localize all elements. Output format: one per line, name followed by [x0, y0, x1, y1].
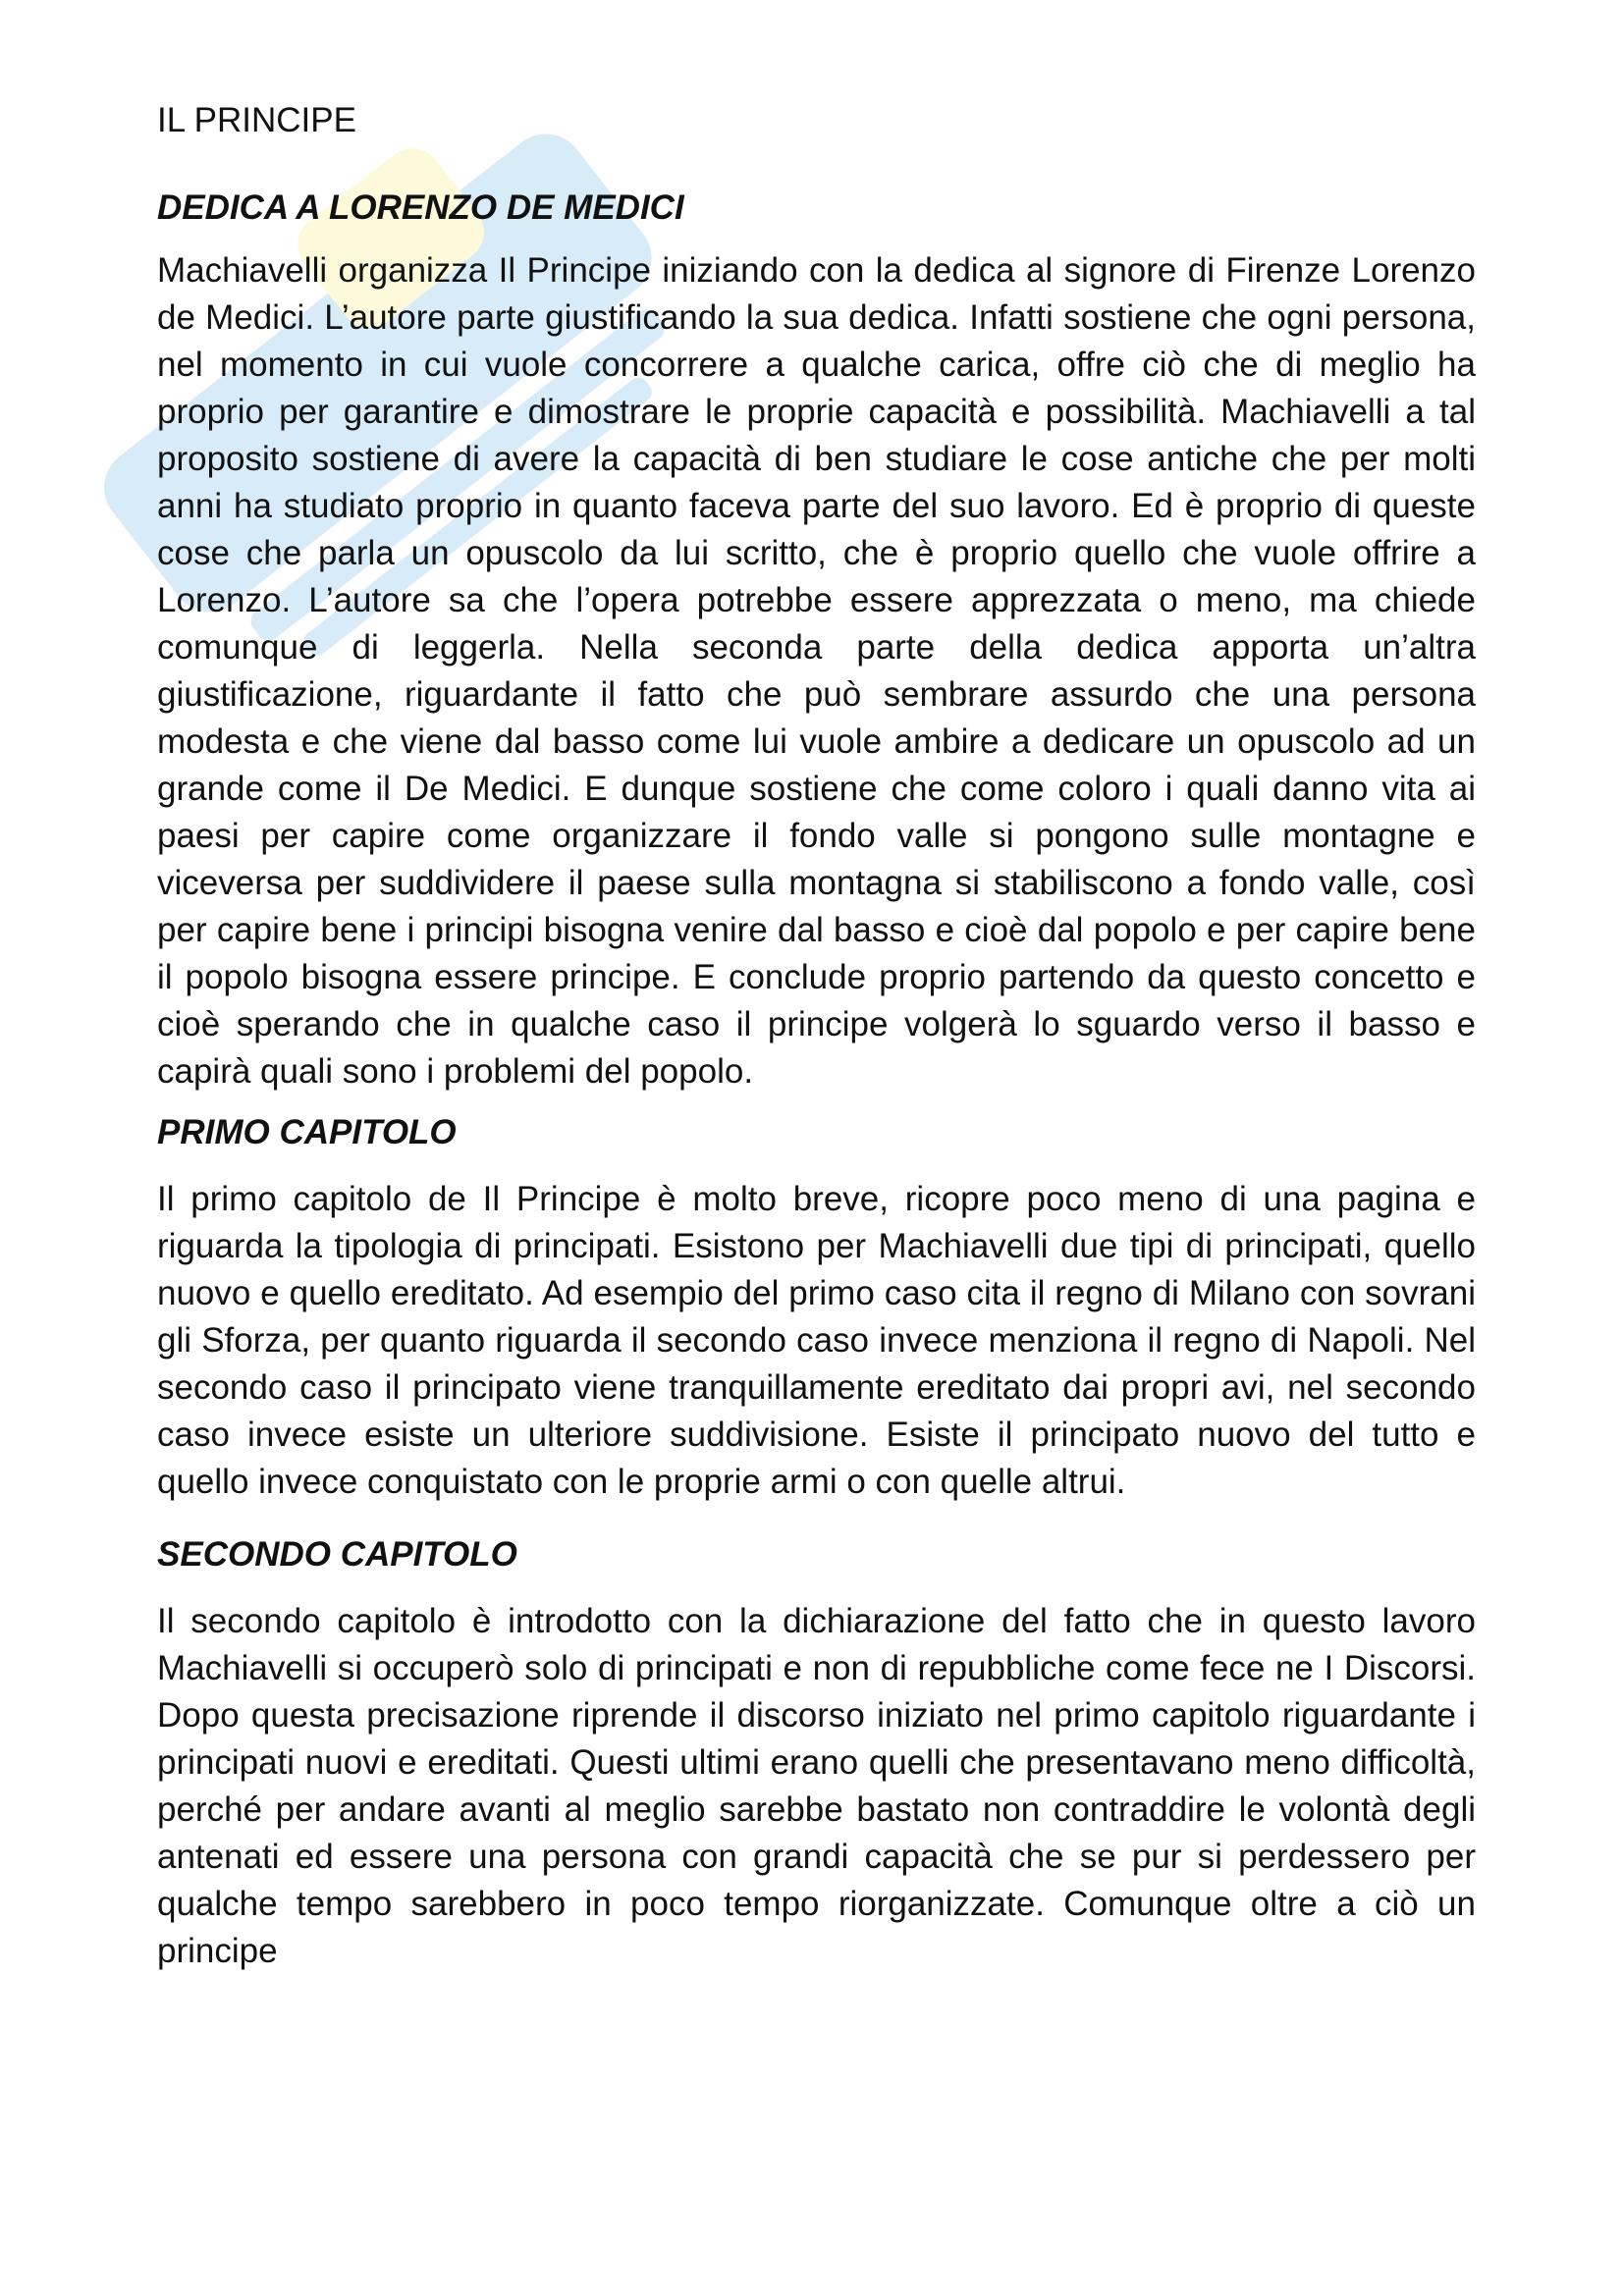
section-heading: SECONDO CAPITOLO — [157, 1535, 517, 1574]
section-dedica — [157, 183, 1476, 1095]
section-heading: PRIMO CAPITOLO — [157, 1113, 457, 1151]
section-primo-capitolo — [157, 1107, 1476, 1506]
section-heading: DEDICA A LORENZO DE MEDICI — [157, 188, 684, 227]
section-secondo-capitolo — [157, 1529, 1476, 1975]
section-paragraph: Machiavelli organizza Il Principe iniziando con la dedica al signore di Firenze Lorenzo de Medici. L’autore parte giustificando la sua dedica. Infatti sostiene che ogni persona, nel momento in cui vuole concorrere a qualche carica, offre ciò che di meglio ha proprio per garantire e dimostrare le proprie capacità e possibilità. Machiavelli a tal proposito sostiene di avere la capacità di ben studiare le cose antiche che per molti anni ha studiato proprio in quanto faceva parte del suo lavoro. Ed è proprio di queste cose che parla un opuscolo da lui scritto, che è proprio quello che vuole offrire a Lorenzo. L’autore sa che l’opera potrebbe essere apprezzata o meno, ma chiede comunque di leggerla. Nella seconda parte della dedica apporta un’altra giustificazione, riguardante il fatto che può sembrare assurdo che una persona modesta e che viene dal basso come lui vuole ambire a dedicare un opuscolo ad un grande come il De Medici. E dunque sostiene che come coloro i quali danno vita ai paesi per capire come organizzare il fondo valle si pongono sulle montagne e viceversa per suddividere il paese sulla montagna si stabiliscono a fondo valle, così per capire bene i principi bisogna venire dal basso e cioè dal popolo e per capire bene il popolo bisogna essere principe. E conclude proprio partendo da questo concetto e cioè sperando che in qualche caso il principe volgerà lo sguardo verso il basso e capirà quali sono i problemi del popolo. — [157, 251, 1476, 1091]
document-page — [157, 94, 1476, 1975]
section-paragraph: Il primo capitolo de Il Principe è molto breve, ricopre poco meno di una pagina e riguarda la tipologia di principati. Esistono per Machiavelli due tipi di principati, quello nuovo e quello ereditato. Ad esempio del primo caso cita il regno di Milano con sovrani gli Sforza, per quanto riguarda il secondo caso invece menziona il regno di Napoli. Nel secondo caso il principato viene tranquillamente ereditato dai propri avi, nel secondo caso invece esiste un ulteriore suddivisione. Esiste il principato nuovo del tutto e quello invece conquistato con le proprie armi o con quelle altrui. — [157, 1180, 1476, 1501]
document-title: IL PRINCIPE — [157, 101, 356, 139]
section-paragraph: Il secondo capitolo è introdotto con la dichiarazione del fatto che in questo lavoro Machiavelli si occuperò solo di principati e non di repubbliche come fece ne I Discorsi. Dopo questa precisazione riprende il discorso iniziato nel primo capitolo riguardante i principati nuovi e ereditati. Questi ultimi erano quelli che presentavano meno difficoltà, perché per andare avanti al meglio sarebbe bastato non contraddire le volontà degli antenati ed essere una persona con grandi capacità che se pur si perdessero per qualche tempo sarebbero in poco tempo riorganizzate. Comunque oltre a ciò un principe — [157, 1602, 1476, 1970]
